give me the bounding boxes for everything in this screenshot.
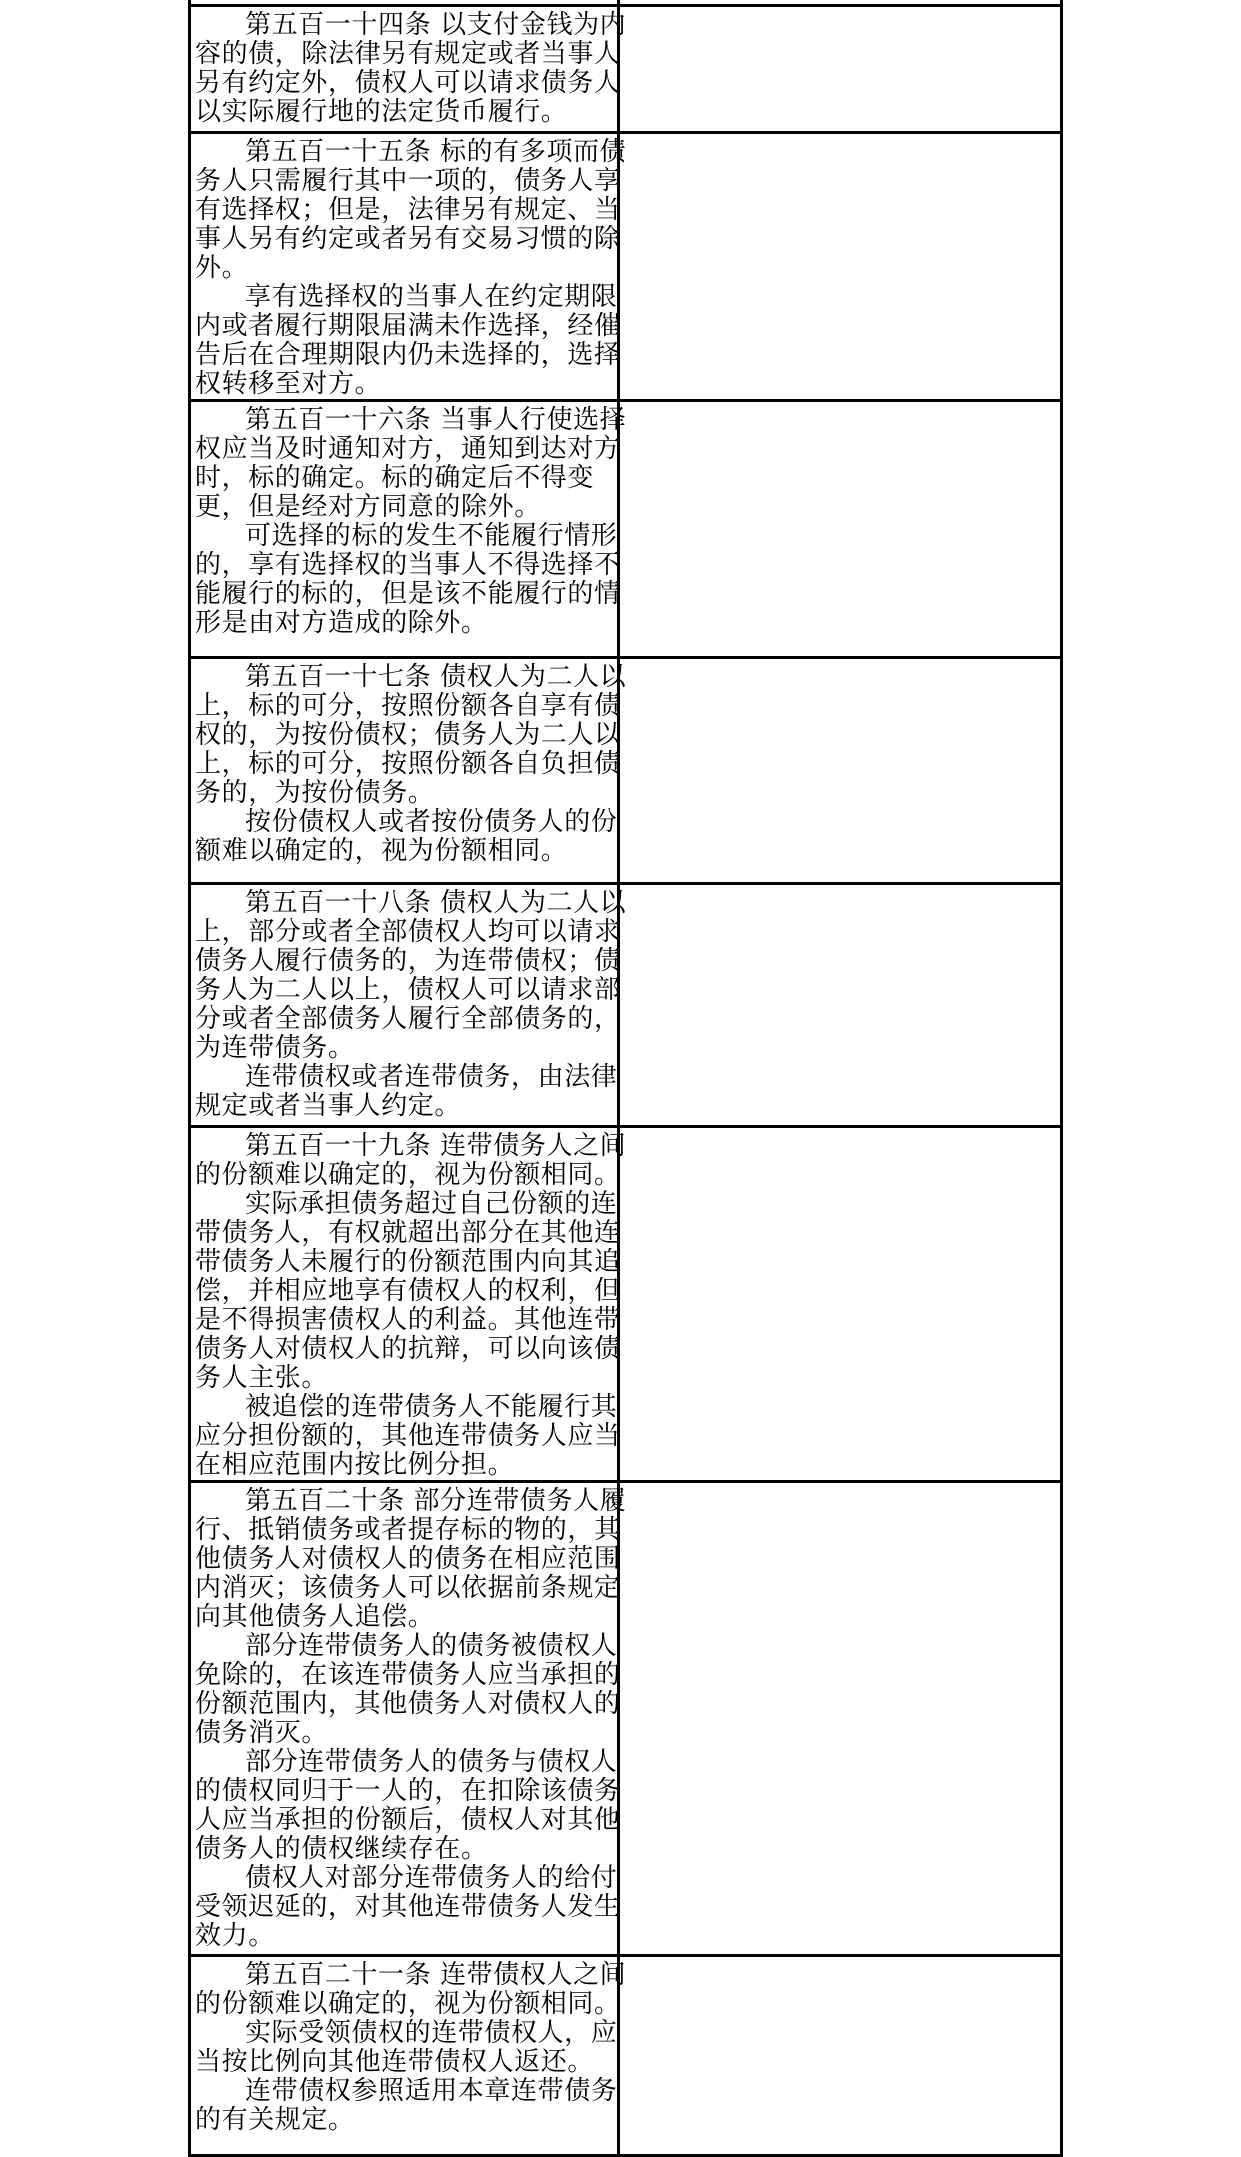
paragraph-line: 偿，并相应地享有债权人的权利，但: [195, 1276, 621, 1306]
paragraph-line: 更，但是经对方同意的除外。: [195, 492, 541, 522]
paragraph-first-line: 第五百二十一条 连带债权人之间: [245, 1960, 627, 1990]
paragraph-line: 的债权同归于一人的，在扣除该债务: [195, 1776, 621, 1806]
paragraph-line: 他债务人对债权人的债务在相应范围: [195, 1544, 621, 1574]
paragraph-line: 容的债，除法律另有规定或者当事人: [195, 39, 621, 69]
paragraph-line: 为连带债务。: [195, 1033, 355, 1063]
law-text-cell: [190, 401, 627, 658]
paragraph-line: 的有关规定。: [195, 2105, 355, 2135]
paragraph-line: 免除的，在该连带债务人应当承担的: [195, 1660, 621, 1690]
paragraph-line: 分或者全部债务人履行全部债务的，: [195, 1004, 621, 1034]
paragraph-first-line: 被追偿的连带债务人不能履行其: [245, 1392, 618, 1422]
paragraph-line: 务人主张。: [195, 1363, 329, 1393]
paragraph-first-line: 第五百二十条 部分连带债务人履: [245, 1486, 627, 1516]
paragraph-line: 向其他债务人追偿。: [195, 1602, 435, 1632]
paragraph-line: 债务人的债权继续存在。: [195, 1834, 488, 1864]
law-text-cell: [190, 884, 627, 1127]
paragraph-line: 债务人履行债务的，为连带债权；债: [195, 946, 621, 976]
law-comparison-table: [188, 0, 1063, 2157]
paragraph-line: 上，部分或者全部债权人均可以请求: [195, 917, 621, 947]
paragraph-line: 行、抵销债务或者提存标的物的，其: [195, 1515, 621, 1545]
paragraph-first-line: 第五百一十五条 标的有多项而债: [245, 137, 627, 167]
paragraph-line: 是不得损害债权人的利益。其他连带: [195, 1305, 621, 1335]
paragraph-line: 带债务人，有权就超出部分在其他连: [195, 1218, 621, 1248]
paragraph-first-line: 第五百一十九条 连带债务人之间: [245, 1131, 627, 1161]
blank-cell: [619, 401, 1062, 658]
paragraph-first-line: 享有选择权的当事人在约定期限: [245, 282, 618, 312]
paragraph-line: 应分担份额的，其他连带债务人应当: [195, 1421, 621, 1451]
law-text-cell: [190, 133, 627, 401]
paragraph-line: 有选择权；但是，法律另有规定、当: [195, 195, 621, 225]
paragraph-line: 内消灭；该债务人可以依据前条规定: [195, 1573, 621, 1603]
paragraph-line: 时，标的确定。标的确定后不得变: [195, 463, 595, 493]
paragraph-first-line: 连带债权参照适用本章连带债务: [245, 2076, 618, 2106]
table-row: [190, 658, 1062, 884]
blank-cell: [619, 884, 1062, 1127]
blank-cell: [619, 6, 1062, 133]
table-row: [190, 1482, 1062, 1956]
paragraph-first-line: 实际受领债权的连带债权人，应: [245, 2018, 618, 2048]
paragraph-line: 效力。: [195, 1921, 275, 1951]
paragraph-line: 规定或者当事人约定。: [195, 1091, 462, 1121]
paragraph-line: 的份额难以确定的，视为份额相同。: [195, 1160, 621, 1190]
paragraph-line: 的份额难以确定的，视为份额相同。: [195, 1989, 621, 2019]
blank-cell: [619, 133, 1062, 401]
paragraph-line: 内或者履行期限届满未作选择，经催: [195, 311, 621, 341]
law-text-cell: [190, 1956, 627, 2156]
paragraph-line: 债务消灭。: [195, 1718, 329, 1748]
table-row: [190, 884, 1062, 1127]
paragraph-line: 能履行的标的，但是该不能履行的情: [195, 579, 621, 609]
paragraph-first-line: 可选择的标的发生不能履行情形: [245, 521, 618, 551]
paragraph-line: 债务人对债权人的抗辩，可以向该债: [195, 1334, 621, 1364]
paragraph-line: 人应当承担的份额后，债权人对其他: [195, 1805, 621, 1835]
table-row: [190, 1956, 1062, 2156]
paragraph-line: 上，标的可分，按照份额各自负担债: [195, 749, 621, 779]
paragraph-line: 权的，为按份债权；债务人为二人以: [195, 720, 621, 750]
paragraph-first-line: 部分连带债务人的债务被债权人: [245, 1631, 618, 1661]
blank-cell: [619, 1956, 1062, 2156]
paragraph-line: 当按比例向其他连带债权人返还。: [195, 2047, 595, 2077]
table-row: [190, 1127, 1062, 1482]
paragraph-line: 务人为二人以上，债权人可以请求部: [195, 975, 621, 1005]
paragraph-first-line: 第五百一十七条 债权人为二人以: [245, 662, 627, 692]
paragraph-line: 份额范围内，其他债务人对债权人的: [195, 1689, 621, 1719]
paragraph-line: 务的，为按份债务。: [195, 778, 435, 808]
paragraph-line: 额难以确定的，视为份额相同。: [195, 836, 568, 866]
paragraph-line: 以实际履行地的法定货币履行。: [195, 97, 568, 127]
paragraph-first-line: 债权人对部分连带债务人的给付: [245, 1863, 618, 1893]
paragraph-line: 带债务人未履行的份额范围内向其追: [195, 1247, 621, 1277]
law-text-cell: [190, 658, 627, 884]
table-row: [190, 133, 1062, 401]
table-row: [190, 6, 1062, 133]
paragraph-first-line: 按份债权人或者按份债务人的份: [245, 807, 618, 837]
paragraph-line: 的，享有选择权的当事人不得选择不: [195, 550, 621, 580]
law-text-cell: [190, 1482, 627, 1956]
paragraph-line: 在相应范围内按比例分担。: [195, 1450, 515, 1480]
paragraph-line: 务人只需履行其中一项的，债务人享: [195, 166, 621, 196]
blank-cell: [619, 1482, 1062, 1956]
paragraph-first-line: 部分连带债务人的债务与债权人: [245, 1747, 618, 1777]
blank-cell: [619, 1127, 1062, 1482]
paragraph-first-line: 连带债权或者连带债务，由法律: [245, 1062, 618, 1092]
paragraph-first-line: 第五百一十八条 债权人为二人以: [245, 888, 627, 918]
paragraph-line: 权应当及时通知对方，通知到达对方: [195, 434, 621, 464]
paragraph-line: 另有约定外，债权人可以请求债务人: [195, 68, 621, 98]
paragraph-line: 权转移至对方。: [195, 369, 382, 399]
table-row: [190, 401, 1062, 658]
paragraph-first-line: 第五百一十六条 当事人行使选择: [245, 405, 627, 435]
paragraph-line: 告后在合理期限内仍未选择的，选择: [195, 340, 621, 370]
paragraph-line: 外。: [195, 253, 249, 283]
paragraph-line: 上，标的可分，按照份额各自享有债: [195, 691, 621, 721]
table-body: [190, 0, 1062, 2156]
blank-cell: [619, 658, 1062, 884]
law-text-cell: [190, 1127, 627, 1482]
paragraph-first-line: 第五百一十四条 以支付金钱为内: [245, 10, 627, 40]
paragraph-line: 形是由对方造成的除外。: [195, 608, 488, 638]
paragraph-line: 事人另有约定或者另有交易习惯的除: [195, 224, 621, 254]
paragraph-line: 受领迟延的，对其他连带债务人发生: [195, 1892, 621, 1922]
paragraph-first-line: 实际承担债务超过自己份额的连: [245, 1189, 618, 1219]
law-text-cell: [190, 6, 627, 133]
